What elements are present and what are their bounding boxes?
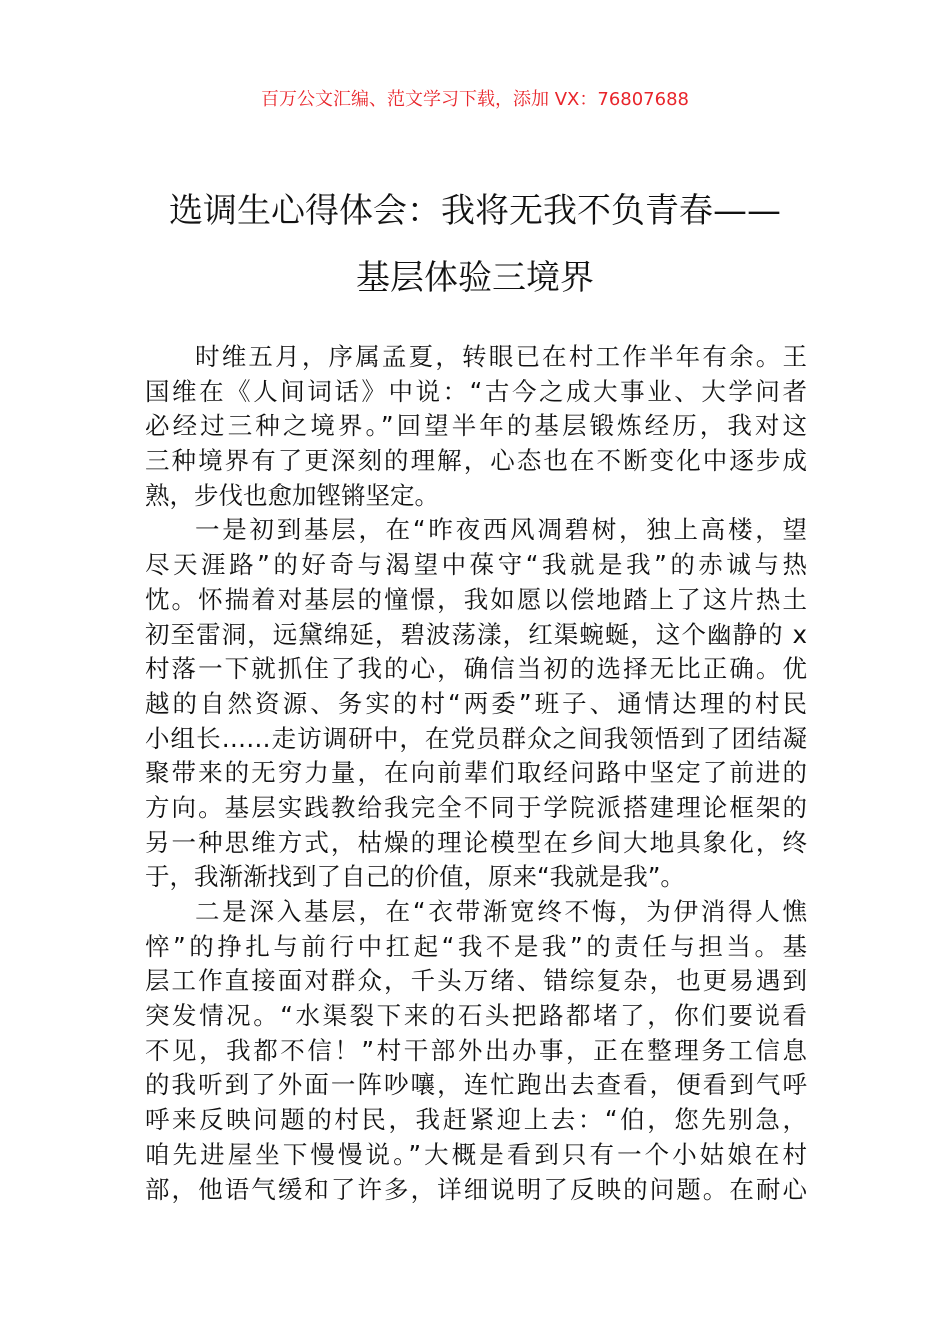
body-text-line: 小组长……走访调研中，在党员群众之间我领悟到了团结凝: [145, 723, 807, 753]
body-text-line: 方向。基层实践教给我完全不同于学院派搭建理论框架的: [145, 792, 807, 822]
body-text-line: 咱先进屋坐下慢慢说。”大概是看到只有一个小姑娘在村: [145, 1139, 807, 1169]
body-text-line: 三种境界有了更深刻的理解，心态也在不断变化中逐步成: [145, 446, 807, 476]
body-text-line: 聚带来的无穷力量，在向前辈们取经问路中坚定了前进的: [145, 758, 807, 788]
body-text-line: 悴”的挣扎与前行中扛起“我不是我”的责任与担当。基: [145, 931, 807, 961]
body-text-line: 忱。怀揣着对基层的憧憬，我如愿以偿地踏上了这片热土: [145, 584, 807, 614]
document-title-line-2: 基层体验三境界: [356, 258, 594, 298]
document-title-line-1: 选调生心得体会：我将无我不负青春——: [169, 191, 781, 231]
body-text-line: 一是初到基层，在“昨夜西风凋碧树，独上高楼，望: [195, 515, 807, 545]
body-text-line: 的我听到了外面一阵吵嚷，连忙跑出去查看，便看到气呼: [145, 1070, 807, 1100]
body-text-line: 熟，步伐也愈加铿锵坚定。: [145, 480, 439, 510]
body-text-line: 突发情况。“水渠裂下来的石头把路都堵了，你们要说看: [145, 1001, 807, 1031]
body-text-line: 越的自然资源、务实的村“两委”班子、通情达理的村民: [145, 688, 807, 718]
body-text-line: 另一种思维方式，枯燥的理论模型在乡间大地具象化，终: [145, 827, 807, 857]
body-text-line: 村落一下就抓住了我的心，确信当初的选择无比正确。优: [145, 654, 807, 684]
body-text-line: 初至雷洞，远黛绵延，碧波荡漾，红渠蜿蜒，这个幽静的 x: [145, 619, 807, 649]
body-text-line: 于，我渐渐找到了自己的价值，原来“我就是我”。: [145, 862, 685, 892]
body-text-line: 不见，我都不信！”村干部外出办事，正在整理务工信息: [145, 1035, 807, 1065]
body-text-line: 尽天涯路”的好奇与渴望中葆守“我就是我”的赤诚与热: [145, 550, 807, 580]
body-text-line: 二是深入基层，在“衣带渐宽终不悔，为伊消得人憔: [195, 897, 807, 926]
body-text-line: 必经过三种之境界。”回望半年的基层锻炼经历，我对这: [145, 411, 807, 441]
promo-banner: 百万公文汇编、范文学习下载，添加 VX：76807688: [261, 89, 689, 110]
body-text-line: 层工作直接面对群众，千头万绪、错综复杂，也更易遇到: [145, 966, 807, 996]
body-text-line: 呼来反映问题的村民，我赶紧迎上去：“伯，您先别急，: [145, 1105, 807, 1135]
body-text-line: 部，他语气缓和了许多，详细说明了反映的问题。在耐心: [145, 1174, 807, 1204]
body-text-line: 国维在《人间词话》中说：“古今之成大事业、大学问者: [145, 376, 807, 406]
document-body: [145, 340, 807, 1207]
body-text-line: 时维五月，序属孟夏，转眼已在村工作半年有余。王: [195, 342, 807, 371]
